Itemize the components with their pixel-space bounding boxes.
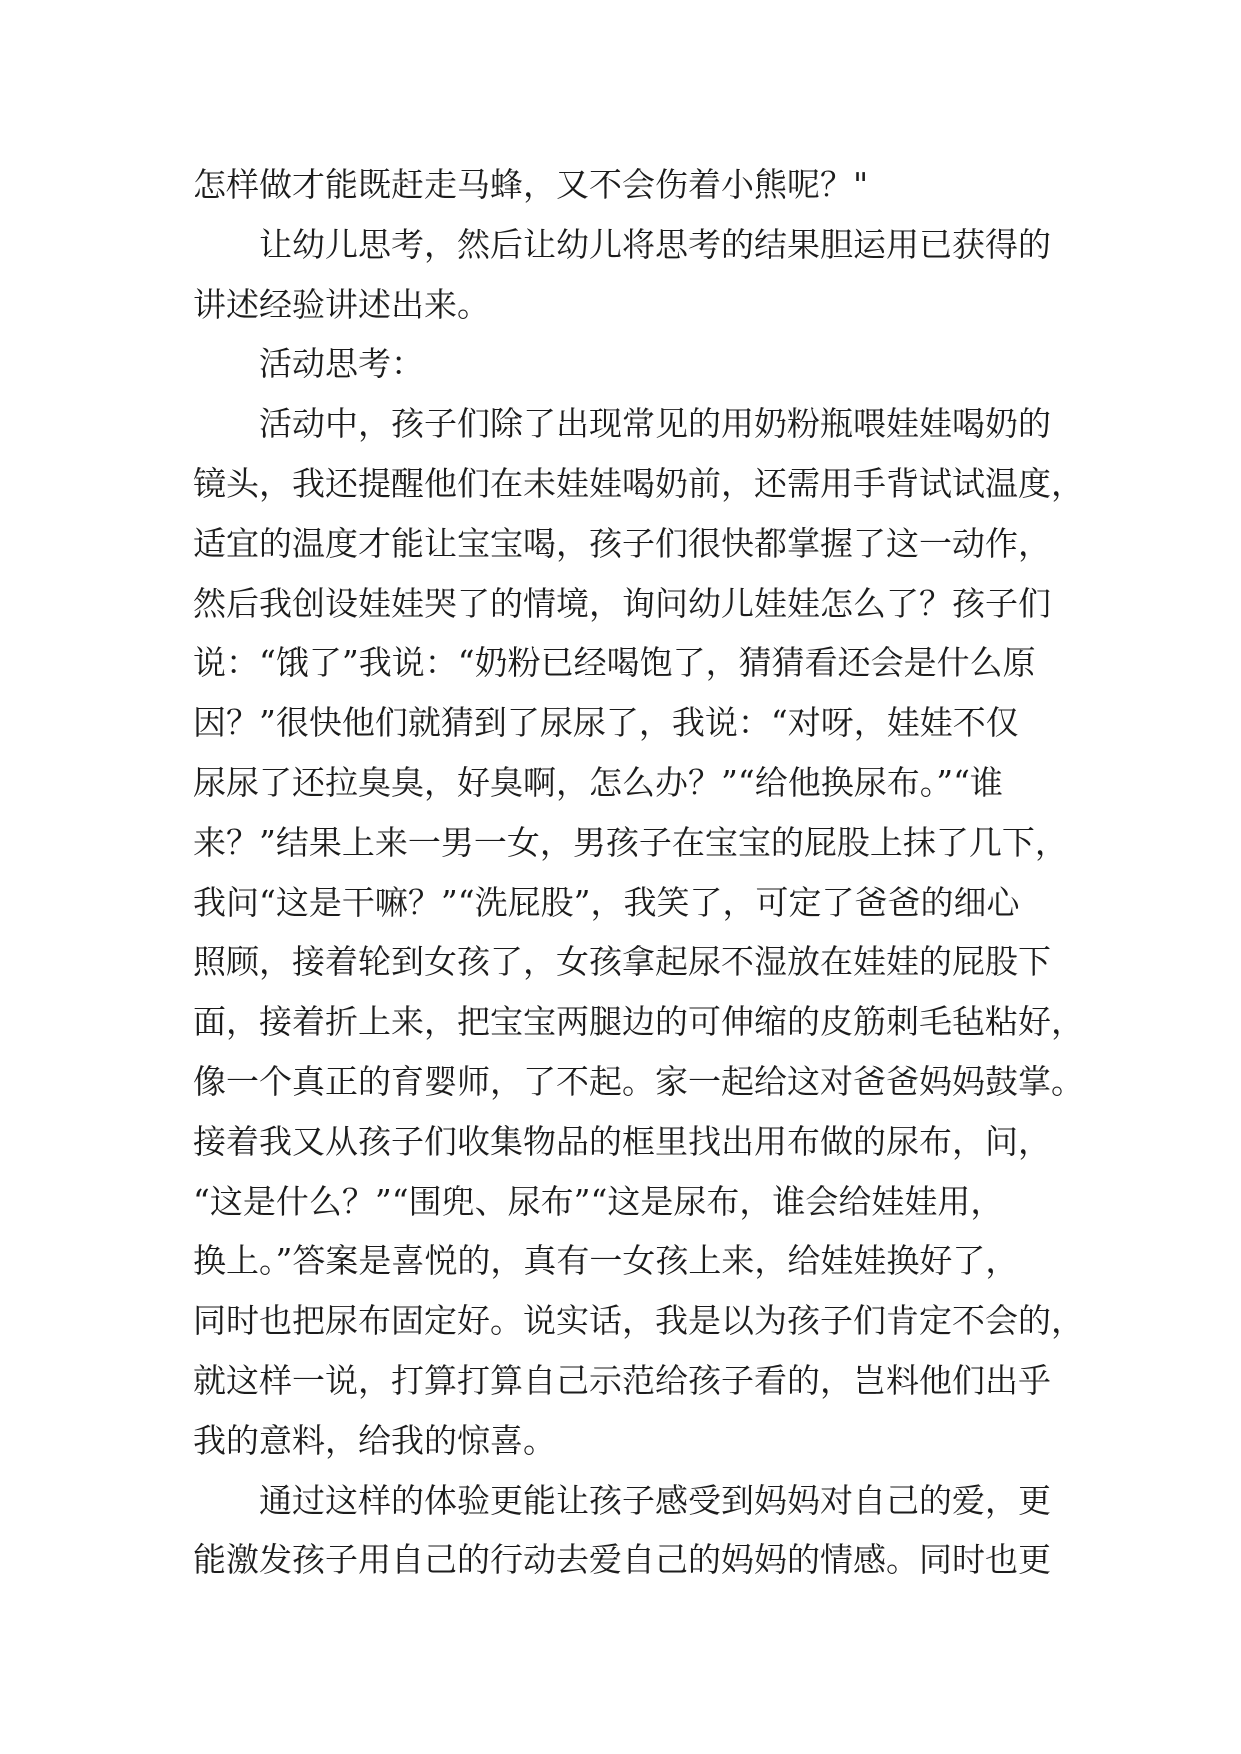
text-line: 换上。”答案是喜悦的，真有一女孩上来，给娃娃换好了， — [193, 1241, 1019, 1281]
text-line: 我问“这是干嘛？”“洗屁股”，我笑了，可定了爸爸的细心 — [193, 882, 1020, 922]
text-line: 同时也把尿布固定好。说实话，我是以为孩子们肯定不会的， — [193, 1301, 1084, 1341]
paragraph-5 — [193, 1471, 1133, 1591]
paragraph-2 — [193, 215, 1133, 335]
text-line: 像一个真正的育婴师，了不起。家一起给这对爸爸妈妈鼓掌。 — [193, 1061, 1084, 1101]
text-line: 尿尿了还拉臭臭，好臭啊，怎么办？”“给他换尿布。”“谁 — [193, 762, 1003, 802]
text-line: 讲述经验讲述出来。 — [193, 284, 490, 324]
text-line: 能激发孩子用自己的行动去爱自己的妈妈的情感。同时也更 — [193, 1540, 1051, 1580]
section-heading: 活动思考： — [259, 344, 424, 384]
text-line: 接着我又从孩子们收集物品的框里找出用布做的尿布，问， — [193, 1121, 1051, 1161]
text-line: 来？”结果上来一男一女，男孩子在宝宝的屁股上抹了几下， — [193, 822, 1068, 862]
paragraph-4 — [193, 394, 1133, 1470]
text-line: 适宜的温度才能让宝宝喝，孩子们很快都掌握了这一动作， — [193, 523, 1051, 563]
text-line: 就这样一说，打算打算自己示范给孩子看的，岂料他们出乎 — [193, 1360, 1051, 1400]
paragraph-1 — [193, 155, 1133, 215]
text-line: 镜头，我还提醒他们在未娃娃喝奶前，还需用手背试试温度， — [193, 463, 1084, 503]
text-line: 怎样做才能既赶走马蜂，又不会伤着小熊呢？" — [193, 165, 869, 204]
text-line: 活动中，孩子们除了出现常见的用奶粉瓶喂娃娃喝奶的 — [259, 404, 1051, 444]
text-line: 面，接着折上来，把宝宝两腿边的可伸缩的皮筋刺毛毡粘好， — [193, 1002, 1084, 1042]
text-line: 因？”很快他们就猜到了尿尿了，我说：“对呀，娃娃不仅 — [193, 703, 1019, 743]
text-line: 说：“饿了”我说：“奶粉已经喝饱了，猜猜看还会是什么原 — [193, 643, 1036, 683]
section-heading-paragraph — [193, 334, 1133, 394]
text-line: 照顾，接着轮到女孩了，女孩拿起尿不湿放在娃娃的屁股下 — [193, 942, 1051, 982]
text-line: 让幼儿思考，然后让幼儿将思考的结果胆运用已获得的 — [259, 224, 1051, 264]
text-line: 我的意料，给我的惊喜。 — [193, 1420, 556, 1460]
text-line: “这是什么？”“围兜、尿布”“这是尿布，谁会给娃娃用， — [193, 1181, 1004, 1221]
text-line: 通过这样的体验更能让孩子感受到妈妈对自己的爱，更 — [259, 1480, 1051, 1520]
document-body — [193, 155, 1133, 1590]
text-line: 然后我创设娃娃哭了的情境，询问幼儿娃娃怎么了？孩子们 — [193, 583, 1051, 623]
